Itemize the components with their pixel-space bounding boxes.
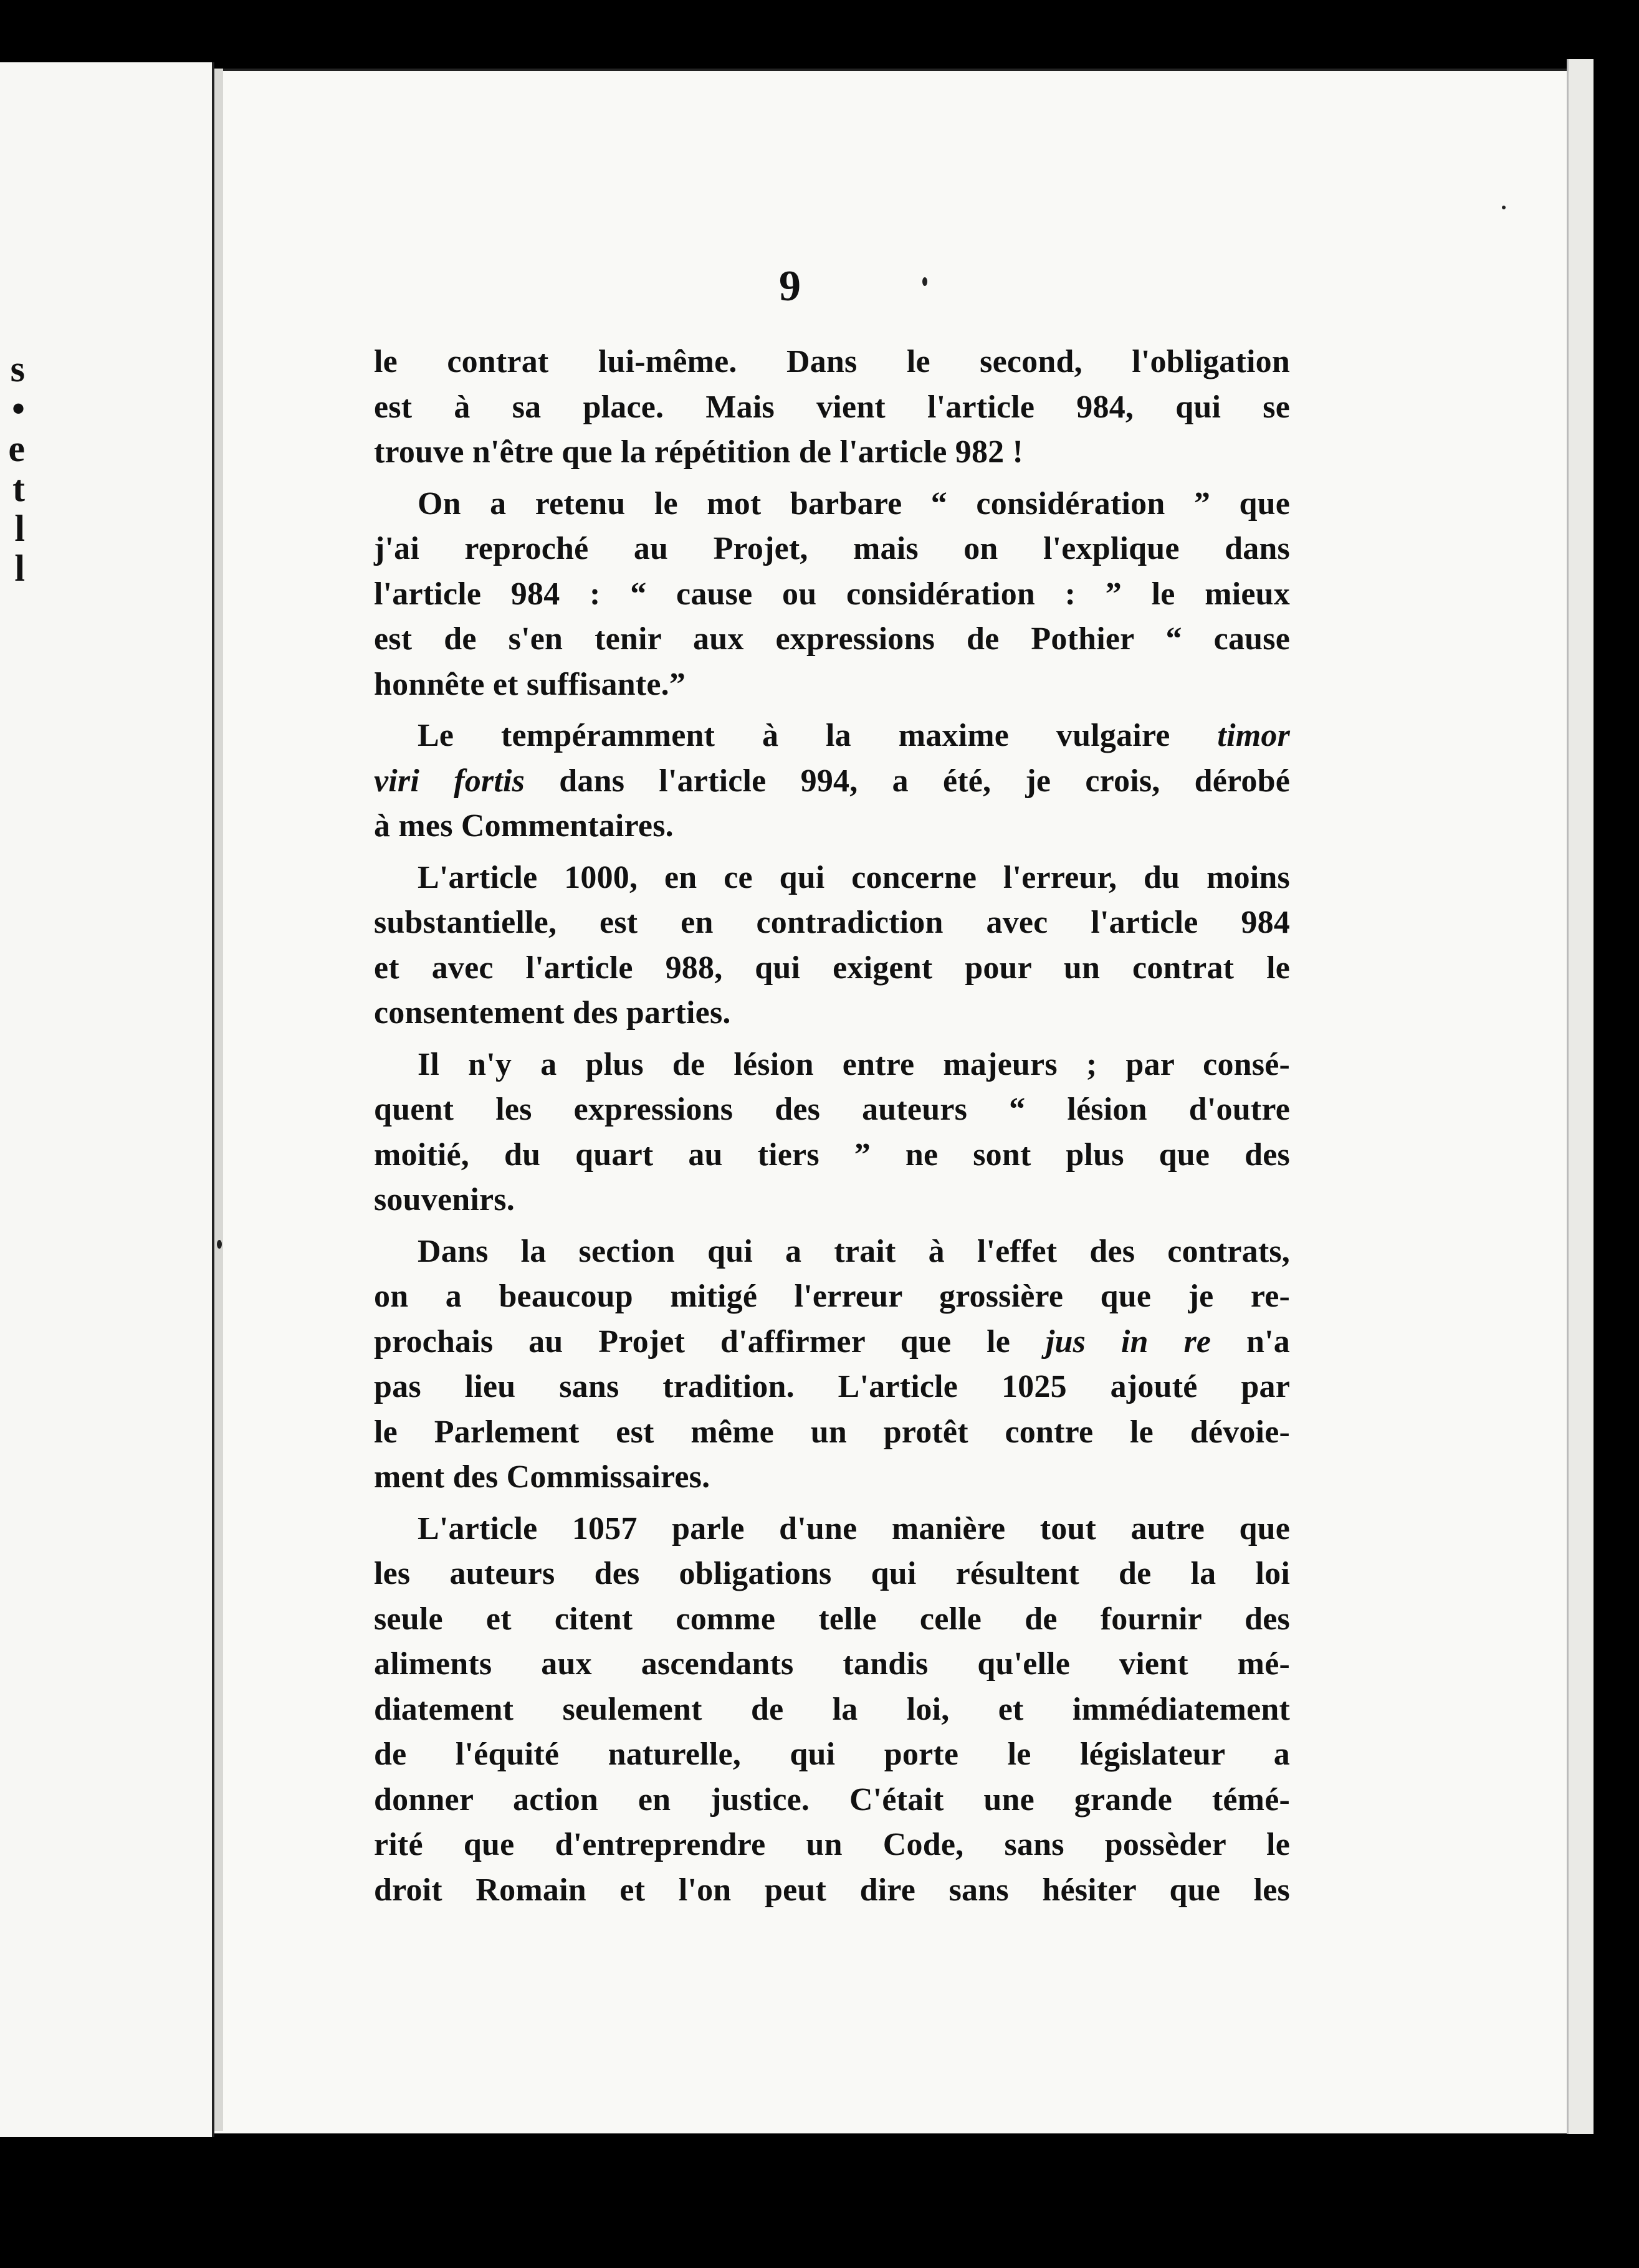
text-line [374,1229,1290,1275]
line-text: Il n'y a plus de lésion entre majeurs ; par consé- [418,1046,1290,1082]
line-text: le Parlement est même un protêt contre le dévoie- [374,1414,1290,1450]
text-line [374,1365,1290,1410]
line-text: n'a [1211,1323,1291,1360]
text-line [374,804,1290,849]
previous-page-letter: t [12,468,25,509]
line-text: donner action en justice. C'était une grande témé- [374,1781,1290,1818]
italic-phrase: jus in re [1045,1323,1211,1360]
line-text: Le tempéramment à la maxime vulgaire [418,718,1218,753]
line-text: dans l'article 994, a été, je crois, dérobé [525,763,1290,799]
line-text: l'article 984 : “ cause ou considération : ” le mieux [374,576,1290,612]
paragraph-gap [374,707,1290,713]
paragraph-gap [374,1500,1290,1507]
text-line [374,1732,1290,1778]
line-text: est de s'en tenir aux expressions de Pothier “ cause [374,621,1290,657]
text-line [374,1822,1290,1868]
line-text: de l'équité naturelle, qui porte le législateur a [374,1737,1290,1772]
line-text: à mes Commentaires. [374,808,674,844]
text-line [374,526,1290,572]
page-number: 9 [779,262,801,310]
paragraph-gap [374,849,1290,855]
text-line [374,1687,1290,1733]
previous-page-letters [0,349,25,588]
line-text: diatement seulement de la loi, et immédiatement [374,1691,1290,1727]
text-line [374,713,1290,759]
line-text: trouve n'être que la répétition de l'article 982 ! [374,434,1024,470]
text-line [374,662,1290,708]
line-text: L'article 1057 parle d'une manière tout autre que [418,1510,1290,1546]
text-line [374,1087,1290,1133]
line-text: est à sa place. Mais vient l'article 984, qui se [374,389,1290,425]
line-text: Dans la section qui a trait à l'effet des contrats, [418,1233,1290,1269]
text-line [374,617,1290,662]
line-text: L'article 1000, en ce qui concerne l'erreur, du moins [418,859,1290,895]
text-line [374,1320,1290,1365]
line-text: le contrat lui-même. Dans le second, l'obligation [374,344,1290,379]
text-line [374,1455,1290,1500]
text-line [374,855,1290,901]
previous-page-letter: l [14,548,25,589]
line-text: On a retenu le mot barbare “ considération ” que [418,485,1290,522]
text-line [374,1642,1290,1687]
text-line [374,385,1290,431]
ink-speck [1502,206,1506,209]
text-line [374,482,1290,527]
italic-phrase: timor [1217,718,1290,753]
previous-page-letter: l [14,508,25,549]
page-fore-edge [1567,59,1594,2134]
line-text: droit Romain et l'on peut dire sans hésiter que les [374,1872,1290,1908]
paragraph-gap [374,475,1290,482]
text-line [374,1597,1290,1642]
text-line [374,1410,1290,1456]
text-line [374,1778,1290,1823]
text-line [374,1507,1290,1552]
italic-phrase: viri fortis [374,763,525,799]
paragraph-gap [374,1223,1290,1229]
text-line [374,1868,1290,1913]
line-text: quent les expressions des auteurs “ lésion d'outre [374,1092,1290,1127]
line-text: souvenirs. [374,1182,515,1217]
line-text: ment des Commissaires. [374,1459,710,1495]
text-line [374,946,1290,991]
previous-page-edge [0,62,214,2137]
ink-speck [217,1240,222,1249]
line-text: consentement des parties. [374,995,731,1031]
text-line [374,991,1290,1036]
text-line [374,430,1290,475]
text-line [374,1274,1290,1320]
line-text: les auteurs des obligations qui résultent de la loi [374,1556,1290,1591]
line-text: on a beaucoup mitigé l'erreur grossière que je re- [374,1279,1290,1314]
ink-speck [922,277,927,286]
line-text: seule et citent comme telle celle de fournir des [374,1601,1290,1637]
paragraph-gap [374,1036,1290,1042]
text-line [374,1042,1290,1088]
page-gutter [214,69,223,2131]
text-line [374,900,1290,946]
line-text: substantielle, est en contradiction avec l'article 984 [374,905,1290,940]
previous-page-letter: e [8,428,25,469]
previous-page-letter: s [10,348,25,389]
line-text: honnête et suffisante.” [374,666,686,702]
line-text: moitié, du quart au tiers ” ne sont plus que des [374,1136,1290,1173]
text-line [374,759,1290,804]
line-text: prochais au Projet d'affirmer que le [374,1323,1046,1360]
text-line [374,572,1290,617]
line-text: et avec l'article 988, qui exigent pour un contrat le [374,950,1290,986]
body-text [374,340,1290,1913]
line-text: aliments aux ascendants tandis qu'elle vient mé- [374,1646,1290,1682]
previous-page-letter: • [11,388,25,429]
text-line [374,1133,1290,1178]
line-text: rité que d'entreprendre un Code, sans possèder le [374,1827,1290,1862]
text-line [374,340,1290,385]
text-line [374,1178,1290,1223]
line-text: j'ai reproché au Projet, mais on l'explique dans [374,531,1290,566]
line-text: pas lieu sans tradition. L'article 1025 ajouté par [374,1369,1290,1404]
text-line [374,1551,1290,1597]
